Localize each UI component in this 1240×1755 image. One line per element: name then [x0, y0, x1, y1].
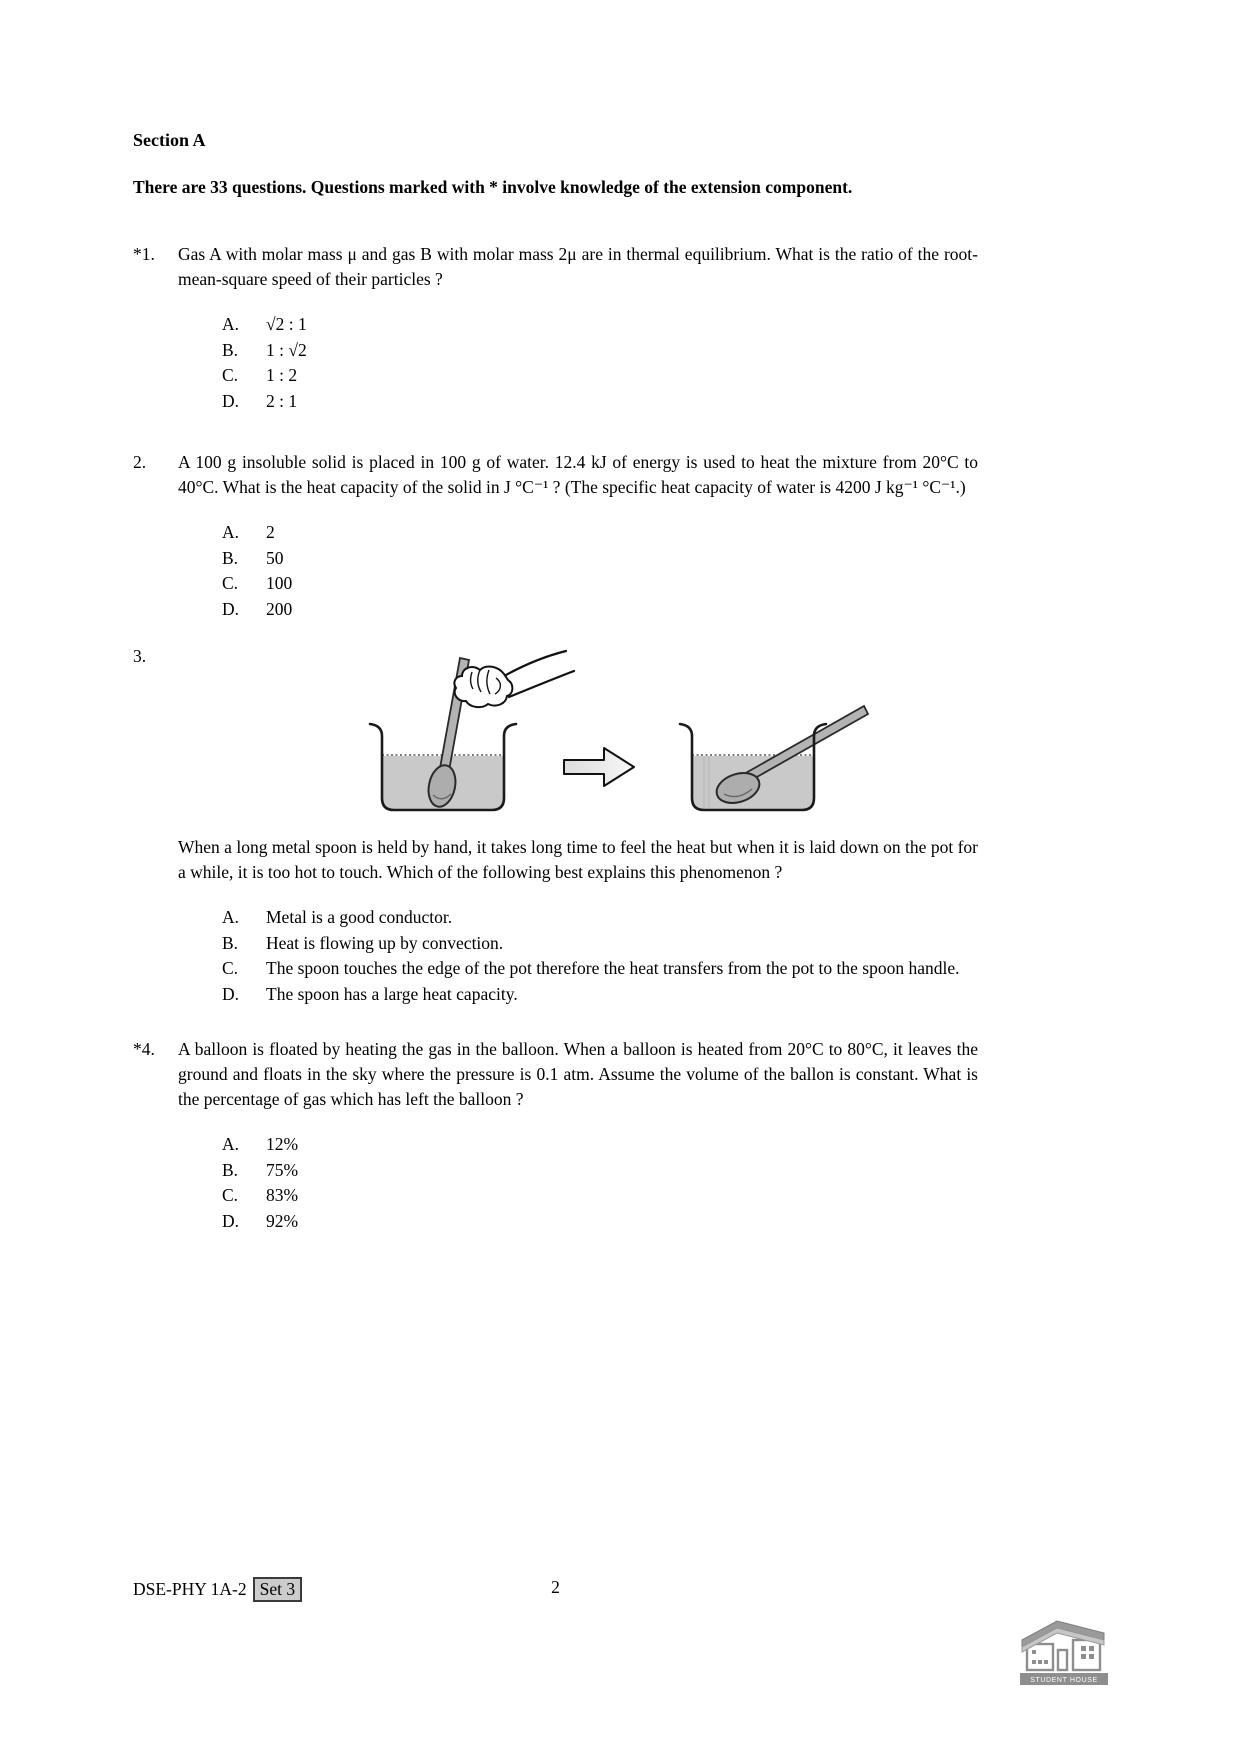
- page-content: [133, 130, 978, 1234]
- option-text: 92%: [266, 1210, 299, 1231]
- option-text: √2 : 1: [266, 314, 307, 334]
- option-label: B.: [222, 1159, 239, 1180]
- option-row: [222, 1158, 978, 1184]
- section-title: Section A: [133, 130, 206, 150]
- question-text: A 100 g insoluble solid is placed in 100 g of water. 12.4 kJ of energy is used to heat the mixture from 20°C to 40°C. What is the heat capacity of the solid in J °C⁻¹ ? (The specific heat capacity of water is 4200 J kg⁻¹ °C⁻¹.): [178, 452, 978, 497]
- option-label: D.: [222, 983, 240, 1004]
- option-row: [222, 982, 978, 1008]
- options-list: [222, 312, 978, 414]
- option-row: [222, 363, 978, 389]
- option-text: 2: [266, 522, 275, 542]
- hand: [454, 651, 574, 707]
- right-pot: [680, 706, 868, 810]
- options-list: [222, 905, 978, 1007]
- options-list: [222, 1132, 978, 1234]
- question-2: [133, 450, 978, 622]
- option-text: The spoon touches the edge of the pot therefore the heat transfers from the pot to the spoon handle.: [266, 958, 960, 978]
- option-row: [222, 1132, 978, 1158]
- instructions: There are 33 questions. Questions marked with * involve knowledge of the extension component.: [133, 177, 853, 197]
- option-row: [222, 931, 978, 957]
- question-text: A balloon is floated by heating the gas in the balloon. When a balloon is heated from 20°C to 80°C, it leaves the ground and floats in the sky where the pressure is 0.1 atm. Assume the volume of the ballon is constant. What is the percentage of gas which has left the balloon ?: [178, 1039, 978, 1109]
- arrow-right-icon: [564, 748, 634, 786]
- option-text: 83%: [266, 1185, 299, 1205]
- option-row: [222, 546, 978, 572]
- page-number: 2: [551, 1577, 560, 1597]
- option-label: A.: [222, 314, 240, 334]
- options-list: [222, 520, 978, 622]
- question-text: When a long metal spoon is held by hand, it takes long time to feel the heat but when it is laid down on the pot for a while, it is too hot to touch. Which of the following best explains this phenomenon ?: [178, 837, 978, 882]
- option-label: A.: [222, 1134, 240, 1154]
- option-label: D.: [222, 390, 240, 411]
- option-label: C.: [222, 1185, 239, 1205]
- set-badge: Set 3: [253, 1577, 303, 1602]
- option-label: D.: [222, 598, 240, 619]
- option-label: B.: [222, 547, 239, 568]
- question-number: 3.: [133, 646, 147, 666]
- option-label: A.: [222, 522, 240, 542]
- question-3: [133, 644, 978, 1007]
- option-row: [222, 905, 978, 931]
- option-label: B.: [222, 932, 239, 953]
- option-row: [222, 597, 978, 623]
- option-text: The spoon has a large heat capacity.: [266, 983, 518, 1004]
- option-text: 50: [266, 547, 284, 568]
- question-text: Gas A with molar mass μ and gas B with molar mass 2μ are in thermal equilibrium. What is the ratio of the root-mean-square speed of their particles ?: [178, 244, 978, 289]
- question-4: [133, 1037, 978, 1234]
- option-text: Metal is a good conductor.: [266, 907, 453, 927]
- option-row: [222, 571, 978, 597]
- option-row: [222, 1209, 978, 1235]
- option-text: 100: [266, 573, 293, 593]
- option-label: C.: [222, 958, 239, 978]
- question-number: 2.: [133, 452, 147, 472]
- option-text: 200: [266, 598, 293, 619]
- option-row: [222, 338, 978, 364]
- option-text: 12%: [266, 1134, 299, 1154]
- question-1: [133, 242, 978, 414]
- house-book-icon: [1022, 1621, 1104, 1670]
- option-row: [222, 956, 978, 982]
- option-text: Heat is flowing up by convection.: [266, 932, 504, 953]
- option-label: A.: [222, 907, 240, 927]
- option-row: [222, 1183, 978, 1209]
- option-label: D.: [222, 1210, 240, 1231]
- student-house-logo: [1020, 1614, 1108, 1686]
- option-label: C.: [222, 365, 239, 385]
- option-text: 75%: [266, 1159, 299, 1180]
- doc-id-text: DSE-PHY 1A-2: [133, 1579, 247, 1599]
- option-row: [222, 520, 978, 546]
- spoon-pot-diagram: [346, 648, 896, 823]
- option-text: 1 : 2: [266, 365, 298, 385]
- question-number: *1.: [133, 244, 155, 264]
- option-row: [222, 389, 978, 415]
- logo-text: STUDENT HOUSE: [1030, 1677, 1098, 1684]
- option-text: 1 : √2: [266, 339, 307, 360]
- option-label: C.: [222, 573, 239, 593]
- option-row: [222, 312, 978, 338]
- option-label: B.: [222, 339, 239, 360]
- option-text: 2 : 1: [266, 390, 298, 411]
- question-number: *4.: [133, 1039, 155, 1059]
